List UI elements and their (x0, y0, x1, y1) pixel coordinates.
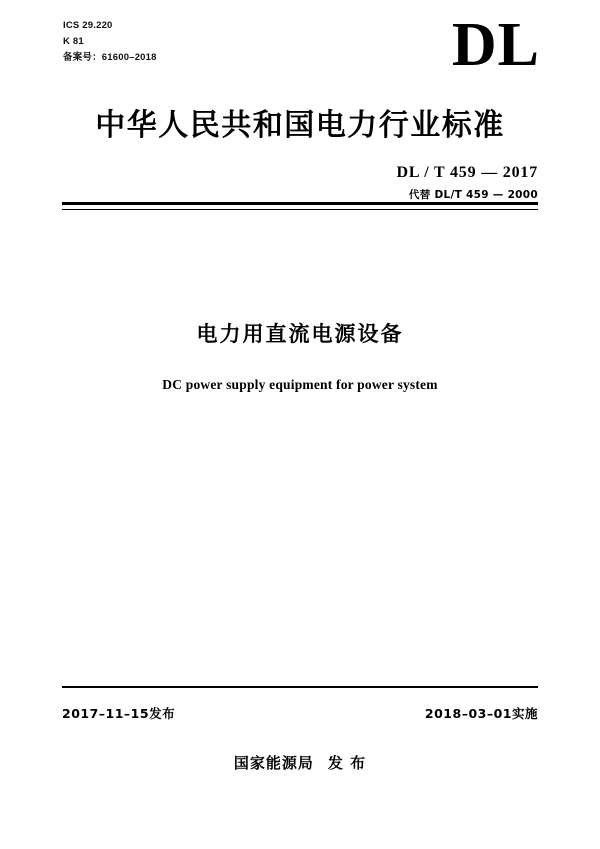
issuer-name: 国家能源局 (233, 754, 314, 772)
divider-bottom (62, 686, 538, 688)
divider-thick-top (62, 202, 538, 205)
record-number: 备案号：61600–2018 (63, 52, 157, 63)
implementation-date: 2018–03–01实施 (424, 706, 538, 721)
ics-code: ICS 29.220 (63, 20, 113, 31)
issuer-action: 发 布 (327, 754, 367, 772)
standard-number: DL / T 459 — 2017 (396, 164, 538, 181)
cover-meta-block (63, 18, 157, 66)
document-title-chinese: 电力用直流电源设备 (196, 322, 404, 346)
issue-date: 2017–11–15发布 (62, 706, 176, 721)
divider-thin-top (62, 209, 538, 210)
standard-number-block (397, 163, 538, 202)
replaced-standard: 代替 DL/T 459 — 2000 (408, 189, 538, 201)
national-standard-title: 中华人民共和国电力行业标准 (95, 108, 505, 143)
document-title-english: DC power supply equipment for power system (162, 377, 438, 392)
classification-code: K 81 (63, 36, 84, 47)
dl-logo: DL (451, 11, 540, 79)
issuer-line (0, 752, 600, 773)
